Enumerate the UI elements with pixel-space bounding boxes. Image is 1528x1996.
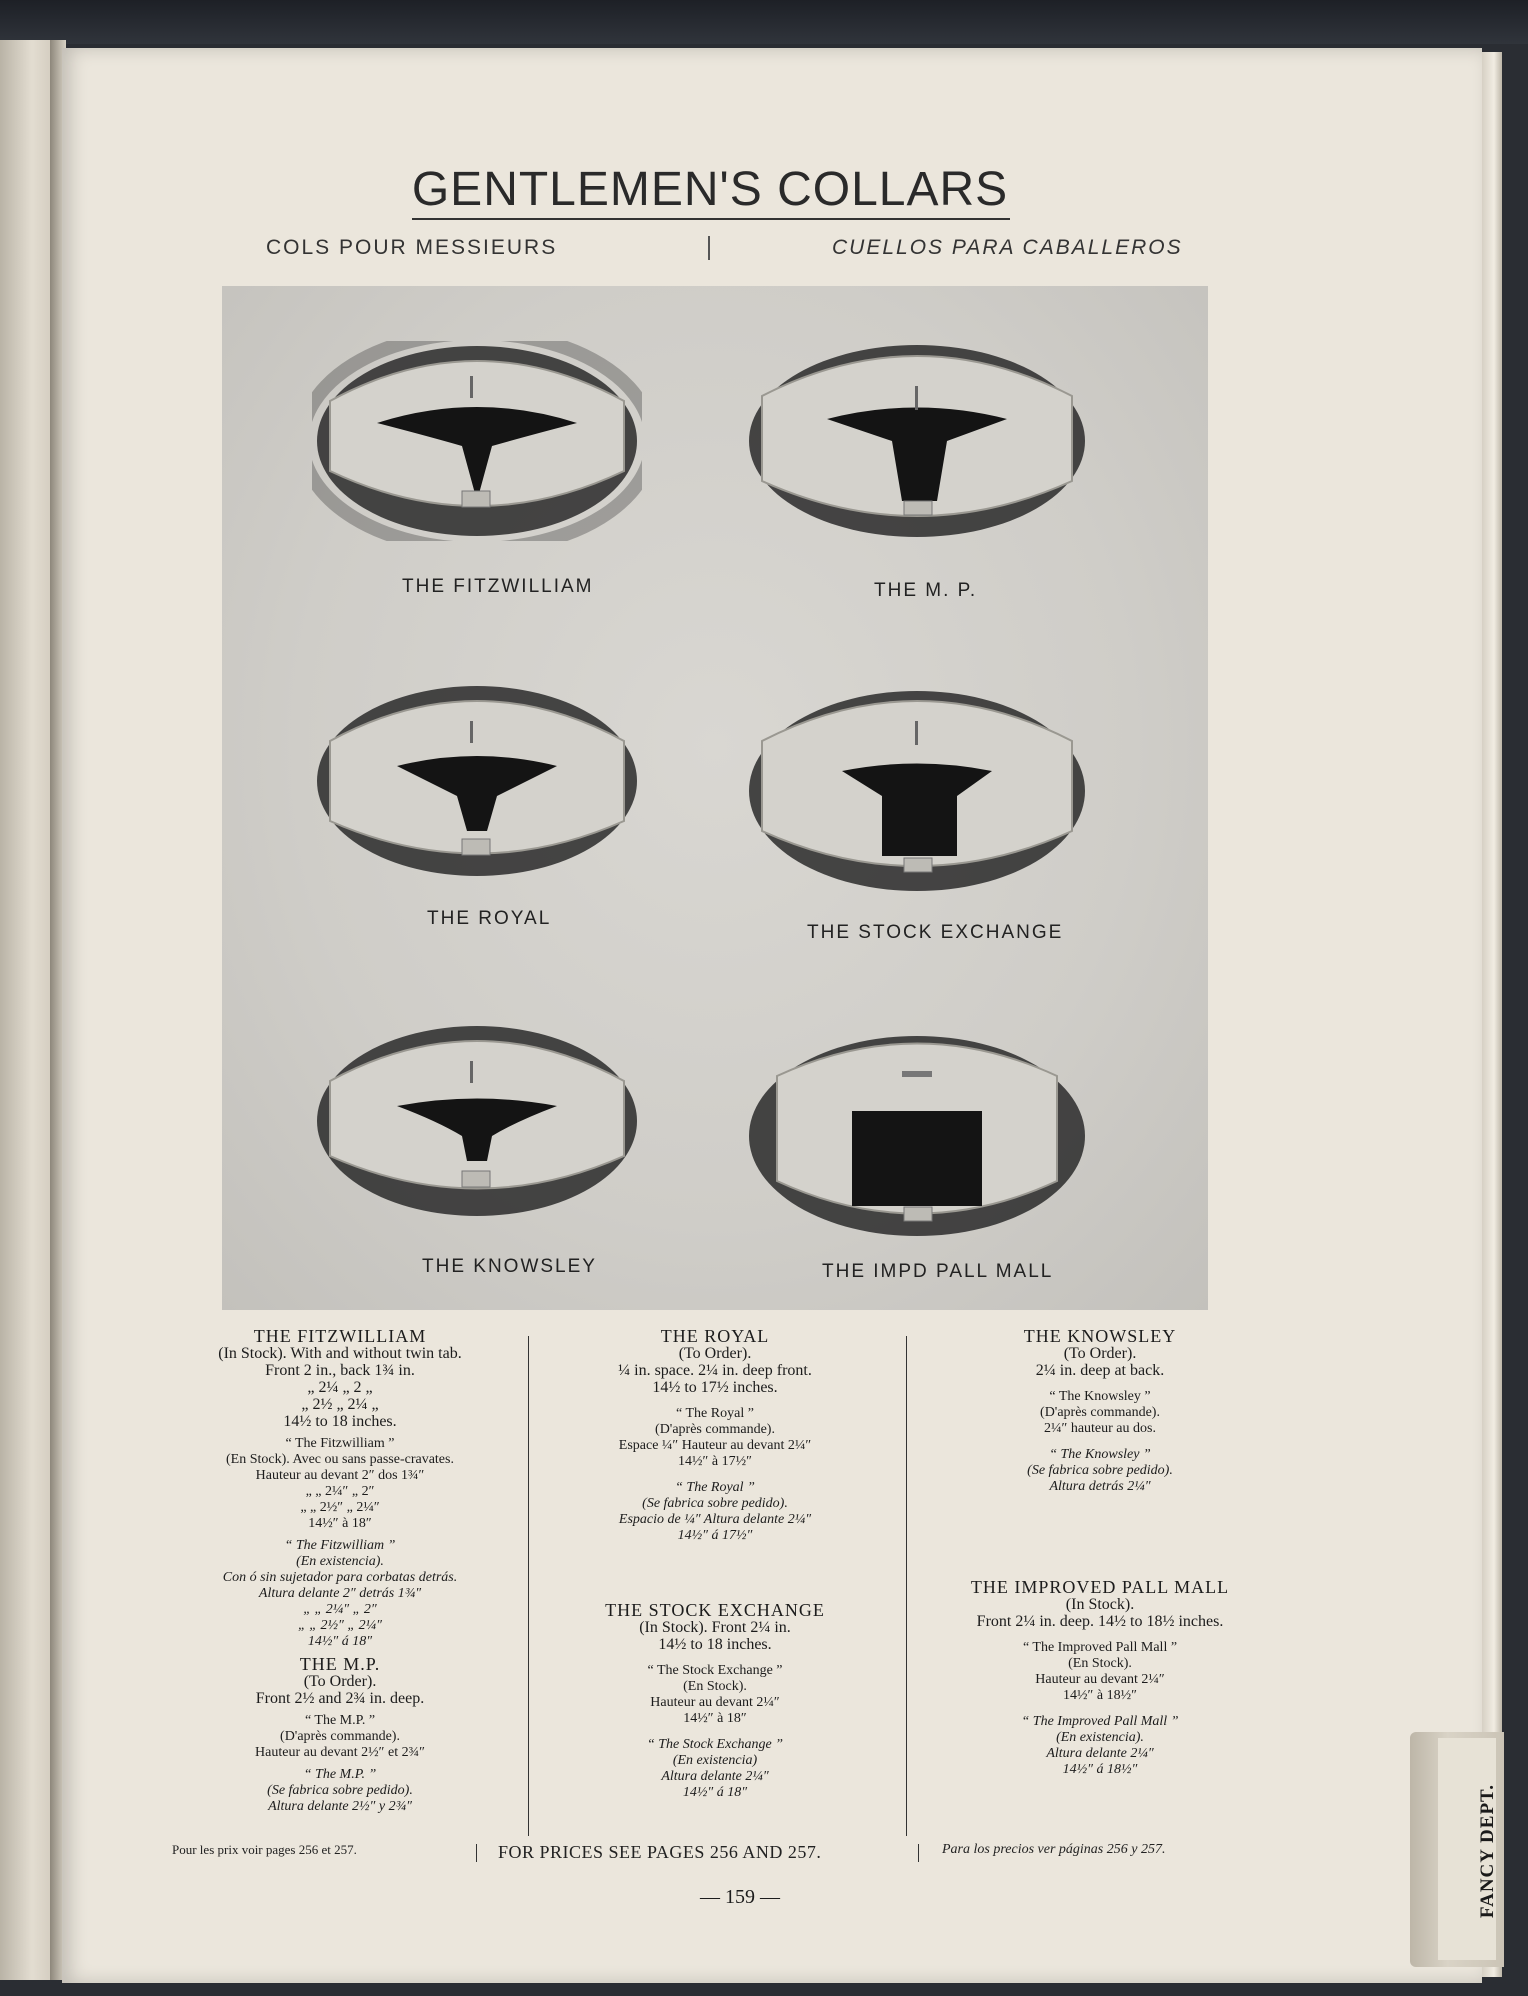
fitzwilliam-fr-range: 14½″ à 18″: [308, 1516, 372, 1531]
mp-fr-name: “ The M.P. ”: [304, 1713, 376, 1728]
mp-es-order: (Se fabrica sobre pedido).: [267, 1783, 413, 1798]
collar-royal-illustration: [312, 681, 642, 881]
pall-mall-fr-size: Hauteur au devant 2¼″: [1035, 1672, 1165, 1687]
column-fitzwilliam-mp: [140, 1328, 540, 1815]
column-knowsley-pall-mall: [900, 1328, 1300, 1778]
fitzwilliam-es-size-3: „ „ 2½″ „ 2¼″: [297, 1618, 383, 1633]
caption-pall-mall: THE IMPD PALL MALL: [822, 1261, 1054, 1282]
stock-exchange-es-stock: (En existencia): [672, 1753, 758, 1768]
subtitle-french: COLS POUR MESSIEURS: [266, 236, 558, 259]
stock-exchange-heading: THE STOCK EXCHANGE: [605, 1600, 825, 1620]
footer-prices-french: Pour les prix voir pages 256 et 257.: [172, 1842, 357, 1857]
royal-fr-order: (D'après commande).: [655, 1422, 775, 1437]
royal-es-order: (Se fabrica sobre pedido).: [642, 1496, 788, 1511]
footer-prices-spanish: Para los precios ver páginas 256 y 257.: [942, 1842, 1166, 1857]
fitzwilliam-fr-size-3: „ „ 2½″ „ 2¼″: [300, 1500, 380, 1515]
caption-fitzwilliam: THE FITZWILLIAM: [402, 576, 594, 597]
caption-stock-exchange: THE STOCK EXCHANGE: [807, 922, 1064, 943]
column-royal-stock-exchange: [530, 1328, 900, 1801]
collar-knowsley-illustration: [312, 1021, 642, 1221]
fitzwilliam-es-note: Con ó sin sujetador para corbatas detrás.: [222, 1570, 458, 1585]
title-underline: [412, 218, 1010, 220]
royal-es-size: Espacio de ¼″ Altura delante 2¼″: [618, 1512, 812, 1527]
stock-exchange-es-size: Altura delante 2¼″: [661, 1769, 769, 1784]
pall-mall-fr-name: “ The Improved Pall Mall ”: [1022, 1640, 1178, 1655]
mp-fr-order: (D'après commande).: [280, 1729, 400, 1744]
stock-exchange-fr-size: Hauteur au devant 2¼″: [650, 1695, 780, 1710]
royal-es-range: 14½″ á 17½″: [677, 1528, 753, 1543]
fitzwilliam-size-2: „ 2¼ „ 2 „: [307, 1379, 373, 1396]
fitzwilliam-size-3: „ 2½ „ 2¼ „: [301, 1396, 379, 1413]
fitzwilliam-fr-stock: (En Stock). Avec ou sans passe-cravates.: [226, 1452, 454, 1467]
caption-knowsley: THE KNOWSLEY: [422, 1256, 597, 1277]
stock-exchange-es-range: 14½″ á 18″: [682, 1785, 748, 1800]
knowsley-fr-order: (D'après commande).: [1040, 1405, 1160, 1420]
fitzwilliam-es-range: 14½″ á 18″: [307, 1634, 373, 1649]
caption-mp: THE M. P.: [874, 580, 978, 601]
fitzwilliam-fr-name: “ The Fitzwilliam ”: [285, 1436, 395, 1451]
stock-exchange-range: 14½ to 18 inches.: [658, 1636, 772, 1653]
page-number: — 159 —: [700, 1886, 780, 1908]
department-tab-label: FANCY DEPT.: [1477, 1783, 1498, 1919]
mp-es-size: Altura delante 2½″ y 2¾″: [268, 1799, 412, 1814]
knowsley-fr-size: 2¼″ hauteur au dos.: [1044, 1421, 1156, 1436]
mp-size: Front 2½ and 2¾ in. deep.: [255, 1690, 425, 1707]
pall-mall-size: Front 2¼ in. deep. 14½ to 18½ inches.: [976, 1613, 1224, 1630]
pall-mall-es-range: 14½″ á 18½″: [1062, 1762, 1138, 1777]
royal-fr-size: Espace ¼″ Hauteur au devant 2¼″: [618, 1438, 812, 1453]
footer-divider-2: [918, 1844, 919, 1862]
pall-mall-fr-stock: (En Stock).: [1068, 1656, 1132, 1671]
fitzwilliam-es-size-2: „ „ 2¼″ „ 2″: [303, 1602, 377, 1617]
collar-photo-plate: [222, 286, 1208, 1310]
royal-fr-range: 14½″ à 17½″: [678, 1454, 752, 1469]
stock-exchange-fr-name: “ The Stock Exchange ”: [647, 1663, 783, 1678]
fitzwilliam-es-name: “ The Fitzwilliam ”: [284, 1538, 396, 1553]
collar-pall-mall-illustration: [742, 1031, 1092, 1241]
royal-heading: THE ROYAL: [660, 1326, 770, 1346]
fitzwilliam-range: 14½ to 18 inches.: [283, 1413, 397, 1430]
stock-exchange-es-name: “ The Stock Exchange ”: [646, 1737, 784, 1752]
stock-exchange-fr-stock: (En Stock).: [683, 1679, 747, 1694]
knowsley-order: (To Order).: [1063, 1345, 1137, 1362]
pall-mall-es-name: “ The Improved Pall Mall ”: [1021, 1714, 1179, 1729]
fitzwilliam-es-stock: (En existencia).: [296, 1554, 384, 1569]
royal-range: 14½ to 17½ inches.: [652, 1379, 778, 1396]
footer-divider-1: [476, 1844, 477, 1862]
column-divider-1: [528, 1336, 529, 1836]
caption-royal: THE ROYAL: [427, 908, 552, 929]
collar-fitzwilliam-illustration: [312, 341, 642, 541]
mp-order: (To Order).: [303, 1673, 377, 1690]
mp-heading: THE M.P.: [299, 1654, 381, 1674]
fitzwilliam-es-size-1: Altura delante 2″ detrás 1¾″: [258, 1586, 422, 1601]
fitzwilliam-stock: (In Stock). With and without twin tab.: [218, 1345, 462, 1362]
footer-prices-english: FOR PRICES SEE PAGES 256 AND 257.: [498, 1842, 822, 1862]
fitzwilliam-fr-size-2: „ „ 2¼″ „ 2″: [305, 1484, 375, 1499]
pall-mall-stock: (In Stock).: [1065, 1596, 1135, 1613]
page-title: GENTLEMEN'S COLLARS: [411, 163, 1009, 216]
fitzwilliam-fr-size-1: Hauteur au devant 2″ dos 1¾″: [255, 1468, 425, 1483]
pall-mall-fr-range: 14½″ à 18½″: [1063, 1688, 1137, 1703]
pall-mall-es-stock: (En existencia).: [1056, 1730, 1144, 1745]
fitzwilliam-heading: THE FITZWILLIAM: [253, 1326, 427, 1346]
royal-es-name: “ The Royal ”: [675, 1480, 755, 1495]
knowsley-es-size: Altura detrás 2¼″: [1049, 1479, 1151, 1494]
mp-es-name: “ The M.P. ”: [303, 1767, 377, 1782]
pall-mall-es-size: Altura delante 2¼″: [1046, 1746, 1154, 1761]
knowsley-size: 2¼ in. deep at back.: [1035, 1362, 1165, 1379]
collar-mp-illustration: [742, 341, 1092, 541]
royal-fr-name: “ The Royal ”: [676, 1406, 754, 1421]
fitzwilliam-size-1: Front 2 in., back 1¾ in.: [265, 1362, 415, 1379]
scan-background: [0, 0, 1528, 44]
mp-fr-size: Hauteur au devant 2½″ et 2¾″: [255, 1745, 425, 1760]
knowsley-es-name: “ The Knowsley ”: [1049, 1447, 1151, 1462]
royal-size: ¼ in. space. 2¼ in. deep front.: [618, 1362, 812, 1379]
knowsley-fr-name: “ The Knowsley ”: [1049, 1389, 1151, 1404]
subtitle-divider: [708, 236, 710, 260]
page-edge-stack: [1482, 52, 1502, 1977]
stock-exchange-fr-range: 14½″ à 18″: [683, 1711, 747, 1726]
collar-stock-exchange-illustration: [742, 686, 1092, 896]
knowsley-heading: THE KNOWSLEY: [1023, 1326, 1177, 1346]
royal-order: (To Order).: [678, 1345, 752, 1362]
stock-exchange-stock: (In Stock). Front 2¼ in.: [639, 1619, 791, 1636]
pall-mall-heading: THE IMPROVED PALL MALL: [970, 1577, 1230, 1597]
subtitle-spanish: CUELLOS PARA CABALLEROS: [832, 236, 1183, 259]
knowsley-es-order: (Se fabrica sobre pedido).: [1027, 1463, 1173, 1478]
